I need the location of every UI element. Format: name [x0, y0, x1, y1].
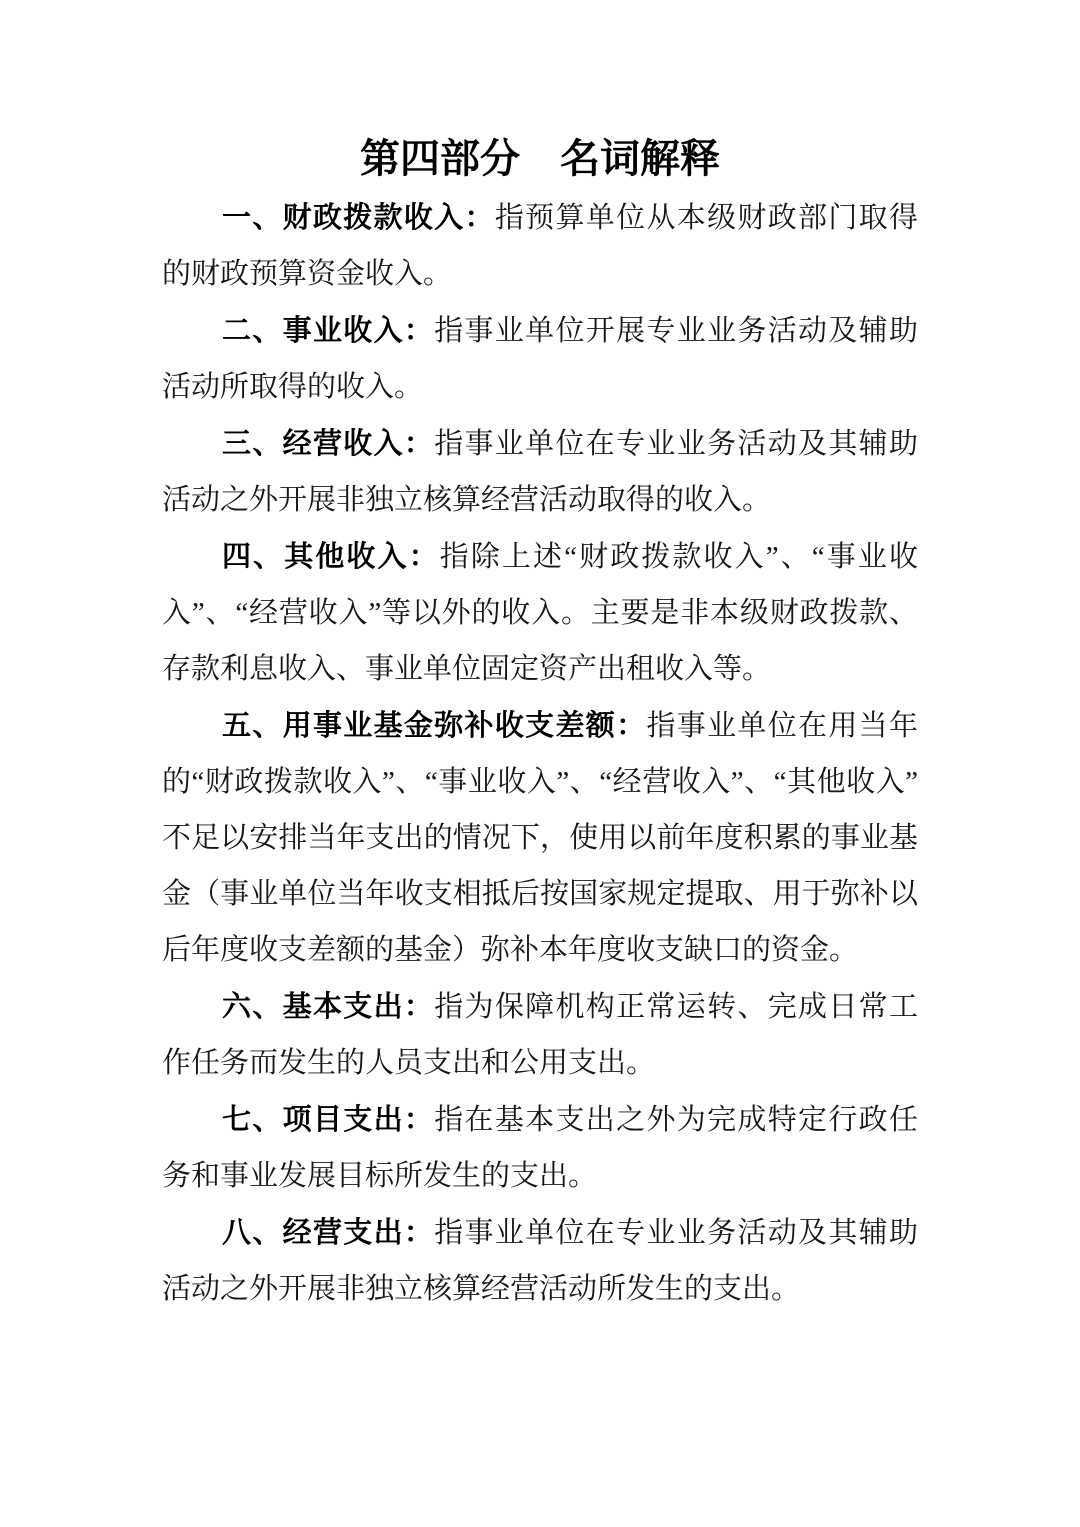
term-text-2: 指事业单位开展专业业务活动及辅助活动所取得的收入。: [162, 315, 918, 403]
term-label-5: 五、用事业基金弥补收支差额：: [222, 710, 647, 742]
page-title: 第四部分 名词解释: [360, 137, 720, 181]
term-definition-6: [162, 979, 918, 1091]
term-definition-8: [162, 1205, 918, 1317]
term-definition-1: [162, 190, 918, 302]
term-label-4: 四、其他收入：: [222, 541, 440, 573]
term-label-2: 二、事业收入：: [222, 315, 435, 347]
term-label-7: 七、项目支出：: [222, 1104, 435, 1136]
term-label-1: 一、财政拨款收入：: [222, 202, 495, 234]
term-text-4: 指除上述“财政拨款收入”、“事业收入”、“经营收入”等以外的收入。主要是非本级财政拨款、存款利息收入、事业单位固定资产出租收入等。: [162, 541, 918, 685]
term-definition-3: [162, 416, 918, 528]
term-definition-5: [162, 698, 918, 978]
term-text-8: 指事业单位在专业业务活动及其辅助活动之外开展非独立核算经营活动所发生的支出。: [162, 1217, 918, 1305]
term-label-3: 三、经营收入：: [222, 428, 435, 460]
term-text-3: 指事业单位在专业业务活动及其辅助活动之外开展非独立核算经营活动取得的收入。: [162, 428, 918, 516]
term-text-7: 指在基本支出之外为完成特定行政任务和事业发展目标所发生的支出。: [162, 1104, 918, 1192]
term-label-8: 八、经营支出：: [222, 1217, 435, 1249]
term-definition-7: [162, 1092, 918, 1204]
term-definition-4: [162, 529, 918, 697]
term-text-6: 指为保障机构正常运转、完成日常工作任务而发生的人员支出和公用支出。: [162, 991, 918, 1079]
document-content: [162, 128, 918, 1318]
term-definition-2: [162, 303, 918, 415]
term-text-5: 指事业单位在用当年的“财政拨款收入”、“事业收入”、“经营收入”、“其他收入”不足以安排当年支出的情况下，使用以前年度积累的事业基金（事业单位当年收支相抵后按国家规定提取、用于弥补以后年度收支差额的基金）弥补本年度收支缺口的资金。: [162, 710, 918, 966]
term-text-1: 指预算单位从本级财政部门取得的财政预算资金收入。: [162, 202, 918, 290]
term-label-6: 六、基本支出：: [222, 991, 435, 1023]
